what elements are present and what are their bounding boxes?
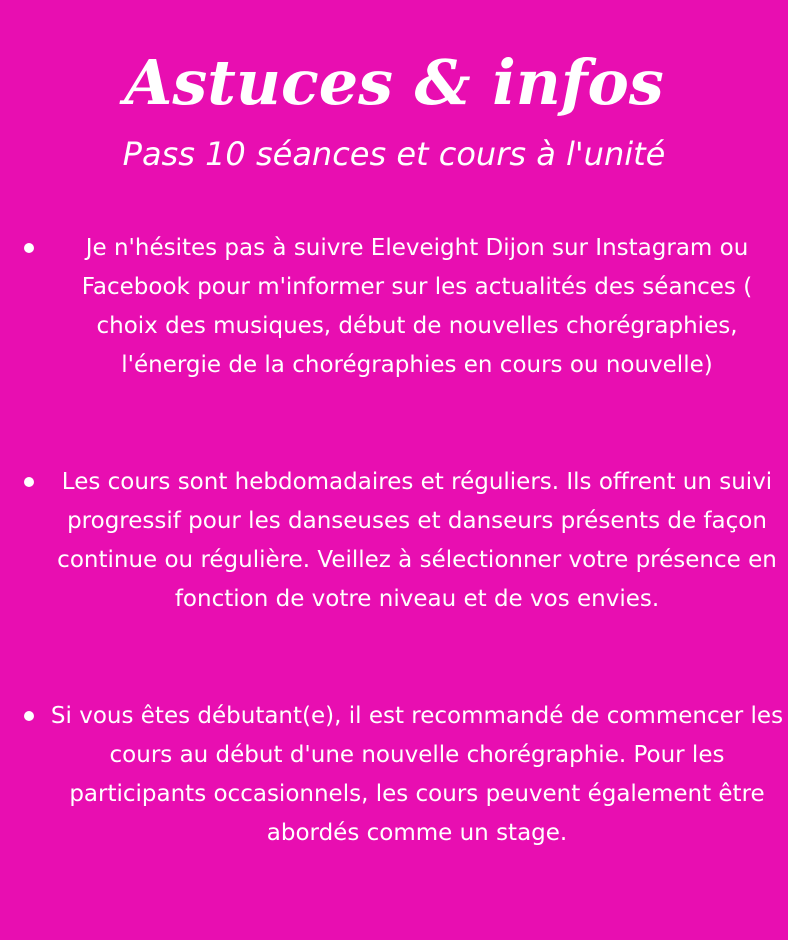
page-subtitle: Pass 10 séances et cours à l'unité	[122, 135, 666, 173]
bullet-icon	[24, 711, 34, 721]
list-item-text: Les cours sont hebdomadaires et réguliers. Ils offrent un suivi progressif pour les danseuses et danseurs présents de façon continue ou régulière. Veillez à sélectionner votre présence en fonction de votre niveau et de vos envies.	[57, 469, 777, 612]
bullet-icon	[24, 477, 34, 487]
bullet-icon	[24, 243, 34, 253]
page-title: Astuces & infos	[124, 46, 664, 119]
list-item-text: Si vous êtes débutant(e), il est recommandé de commencer les cours au début d'une nouvelle chorégraphie. Pour les participants occasionnels, les cours peuvent également être abordés comme un stage.	[50, 703, 784, 846]
list-item-text: Je n'hésites pas à suivre Eleveight Dijon sur Instagram ou Facebook pour m'informer sur les actualités des séances ( choix des musiques, début de nouvelles chorégraphies, l'énergie de la chorégraphies en cours ou nouvelle)	[81, 235, 753, 378]
